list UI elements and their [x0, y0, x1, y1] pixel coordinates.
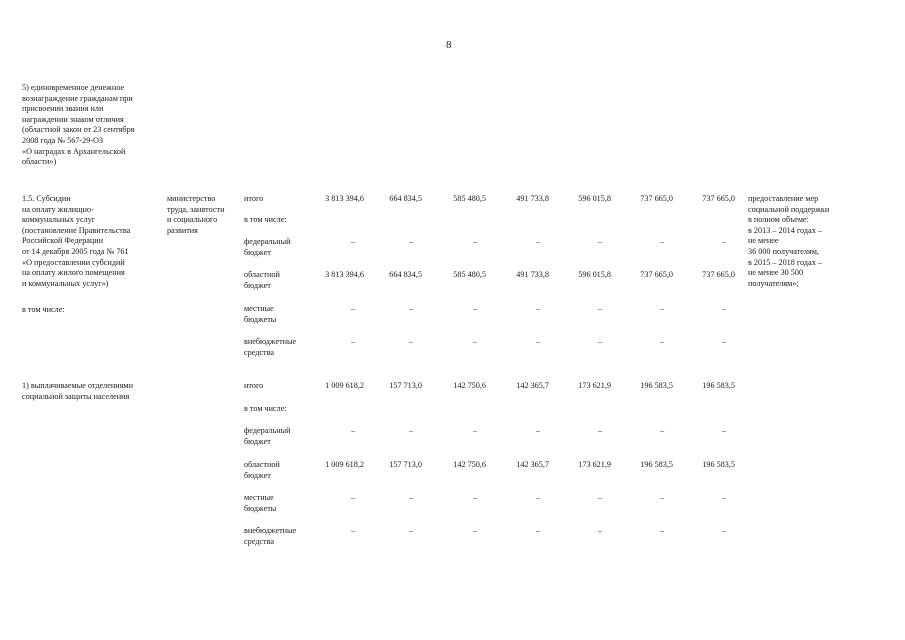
item1-regional-value-3: 142 750,6 — [453, 460, 486, 469]
item1-local-value-6: – — [659, 493, 665, 502]
item15-regional-value-2: 664 834,5 — [389, 270, 422, 279]
item1-local-value-1: – — [350, 493, 356, 502]
item15-federal-value-5: – — [597, 237, 603, 246]
item15-extra-value-5: – — [597, 337, 603, 346]
item1-regional-value-4: 142 365,7 — [516, 460, 549, 469]
item1-row-extra-label: внебюджетные средства — [244, 526, 297, 546]
item1-regional-value-1: 1 009 618,2 — [325, 460, 364, 469]
item1-federal-value-7: – — [721, 426, 727, 435]
item15-row-extra-label: внебюджетные средства — [244, 337, 297, 357]
item15-local-value-3: – — [472, 304, 478, 313]
item1-row-sub-label: в том числе: — [244, 404, 287, 413]
item1-row-local-label: местные бюджеты — [244, 493, 277, 513]
item15-row-federal-label: федеральный бюджет — [244, 237, 291, 257]
item15-row-sub-label: в том числе: — [244, 215, 287, 224]
item15-including: в том числе: — [22, 305, 65, 314]
item15-total-value-7: 737 665,0 — [702, 194, 735, 203]
item1-extra-value-2: – — [408, 526, 414, 535]
item1-local-value-7: – — [721, 493, 727, 502]
item15-extra-value-2: – — [408, 337, 414, 346]
item15-regional-value-5: 596 015,8 — [578, 270, 611, 279]
item15-regional-value-6: 737 665,0 — [640, 270, 673, 279]
item15-total-value-3: 585 480,5 — [453, 194, 486, 203]
item15-regional-value-4: 491 733,8 — [516, 270, 549, 279]
item15-total-value-6: 737 665,0 — [640, 194, 673, 203]
item1-row-total-label: итого — [244, 381, 264, 390]
item1-regional-value-2: 157 713,0 — [389, 460, 422, 469]
item1-regional-value-6: 196 583,5 — [640, 460, 673, 469]
item15-row-total-label: итого — [244, 194, 264, 203]
item1-federal-value-2: – — [408, 426, 414, 435]
item15-local-value-5: – — [597, 304, 603, 313]
item15-row-local-label: местные бюджеты — [244, 304, 277, 324]
item1-federal-value-5: – — [597, 426, 603, 435]
item15-extra-value-6: – — [659, 337, 665, 346]
item15-extra-value-3: – — [472, 337, 478, 346]
item15-local-value-1: – — [350, 304, 356, 313]
item15-row-regional-label: областной бюджет — [244, 270, 280, 290]
item1-extra-value-7: – — [721, 526, 727, 535]
item15-local-value-6: – — [659, 304, 665, 313]
item15-federal-value-3: – — [472, 237, 478, 246]
item15-extra-value-7: – — [721, 337, 727, 346]
item15-federal-value-2: – — [408, 237, 414, 246]
item1-extra-value-3: – — [472, 526, 478, 535]
item15-total-value-5: 596 015,8 — [578, 194, 611, 203]
item15-federal-value-1: – — [350, 237, 356, 246]
item15-executor: министерство труда, занятости и социального развития — [167, 194, 225, 235]
item15-extra-value-4: – — [535, 337, 541, 346]
item1-total-value-2: 157 713,0 — [389, 381, 422, 390]
item1-federal-value-3: – — [472, 426, 478, 435]
item15-total-value-4: 491 733,8 — [516, 194, 549, 203]
item1-total-value-6: 196 583,5 — [640, 381, 673, 390]
item15-local-value-7: – — [721, 304, 727, 313]
item1-federal-value-1: – — [350, 426, 356, 435]
item1-total-value-7: 196 583,5 — [702, 381, 735, 390]
item15-title: 1.5. Субсидии на оплату жилищно- коммунальных услуг (постановление Правительства Российской Федерации от 14 декабря 2005 года № 761 «О предоставлении субсидий на оплату жилого помещения и коммунальных услуг») — [22, 194, 131, 288]
item1-row-federal-label: федеральный бюджет — [244, 426, 291, 446]
item15-regional-value-1: 3 813 394,6 — [325, 270, 364, 279]
page-number: 8 — [446, 39, 452, 51]
item15-federal-value-4: – — [535, 237, 541, 246]
item1-local-value-2: – — [408, 493, 414, 502]
item15-local-value-2: – — [408, 304, 414, 313]
item1-extra-value-4: – — [535, 526, 541, 535]
item1-regional-value-7: 196 583,5 — [702, 460, 735, 469]
item1-total-value-4: 142 365,7 — [516, 381, 549, 390]
item1-extra-value-5: – — [597, 526, 603, 535]
item1-row-regional-label: областной бюджет — [244, 460, 280, 480]
item1-total-value-3: 142 750,6 — [453, 381, 486, 390]
item15-regional-value-3: 585 480,5 — [453, 270, 486, 279]
item1-local-value-4: – — [535, 493, 541, 502]
item1-local-value-3: – — [472, 493, 478, 502]
item15-federal-value-7: – — [721, 237, 727, 246]
item1-total-value-5: 173 621,9 — [578, 381, 611, 390]
item1-regional-value-5: 173 621,9 — [578, 460, 611, 469]
item1-title: 1) выплачиваемые отделениями социальной защиты населения — [22, 381, 133, 401]
item1-federal-value-4: – — [535, 426, 541, 435]
item15-extra-value-1: – — [350, 337, 356, 346]
item15-regional-value-7: 737 665,0 — [702, 270, 735, 279]
item15-total-value-2: 664 834,5 — [389, 194, 422, 203]
item1-federal-value-6: – — [659, 426, 665, 435]
item15-total-value-1: 3 813 394,6 — [325, 194, 364, 203]
item15-result: предоставление мер социальной поддержки в полном объеме: в 2013 – 2014 годах – не менее 36 000 получателям, в 2015 – 2018 годах – не менее 30 500 получателям»; — [748, 194, 830, 288]
item15-local-value-4: – — [535, 304, 541, 313]
item15-federal-value-6: – — [659, 237, 665, 246]
item1-total-value-1: 1 009 618,2 — [325, 381, 364, 390]
item1-local-value-5: – — [597, 493, 603, 502]
item1-extra-value-1: – — [350, 526, 356, 535]
item5-text: 5) единовременное денежное вознаграждение гражданам при присвоении звания или награждении знаком отличия (областной закон от 23 сентября 2008 года № 567-29-ОЗ «О наградах в Архангельской области») — [22, 83, 135, 167]
item1-extra-value-6: – — [659, 526, 665, 535]
